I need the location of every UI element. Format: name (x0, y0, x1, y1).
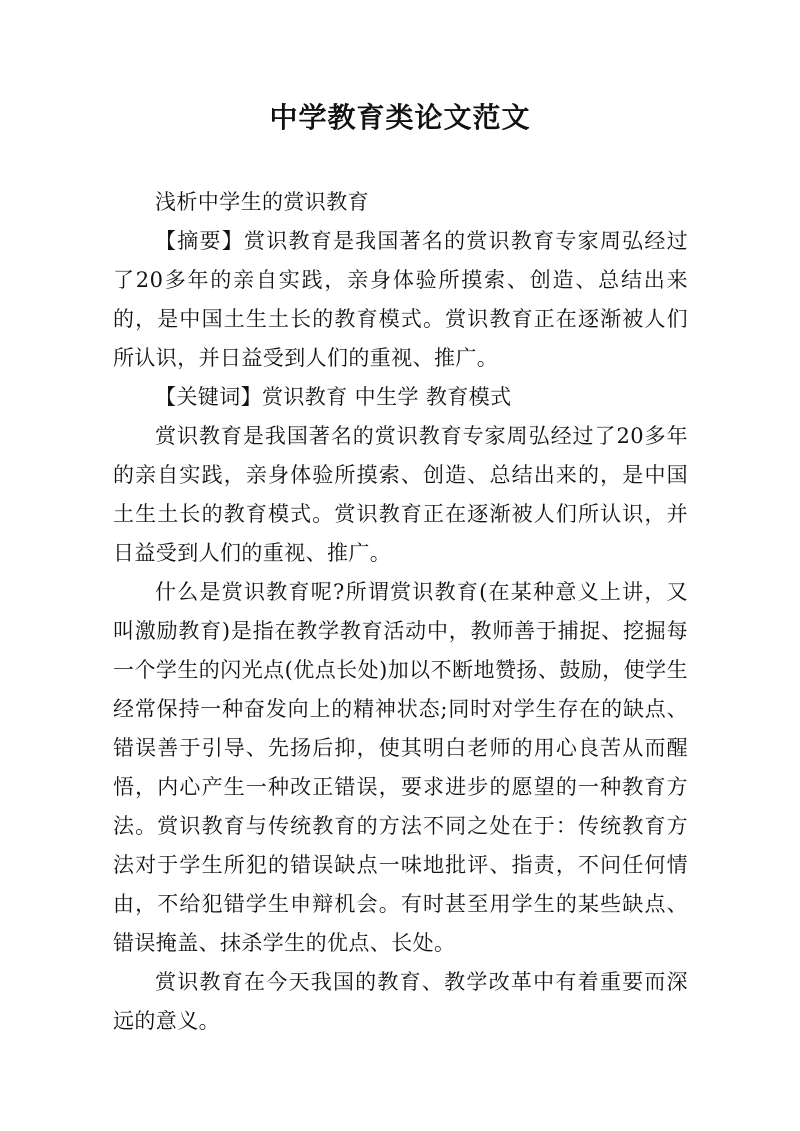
subtitle-paragraph: 浅析中学生的赏识教育 (155, 190, 369, 214)
document-title: 中学教育类论文范文 (269, 101, 531, 134)
body-paragraph: 赏识教育在今天我国的教育、教学改革中有着重要而深远的意义。 (113, 970, 688, 1033)
body-paragraph: 什么是赏识教育呢?所谓赏识教育(在某种意义上讲，又叫激励教育)是指在教学教育活动中，教师善于捕捉、挖掘每一个学生的闪光点(优点长处)加以不断地赞扬、鼓励，使学生经常保持一种奋发向上的精神状态;同时对学生存在的缺点、错误善于引导、先扬后抑，使其明白老师的用心良苦从而醒悟，内心产生一种改正错误，要求进步的愿望的一种教育方法。赏识教育与传统教育的方法不同之处在于：传统教育方法对于学生所犯的错误缺点一味地批评、指责，不问任何情由，不给犯错学生申辩机会。有时甚至用学生的某些缺点、错误掩盖、抹杀学生的优点、长处。 (113, 580, 688, 955)
keywords-paragraph: 【关键词】赏识教育 中生学 教育模式 (155, 385, 512, 409)
abstract-paragraph: 【摘要】赏识教育是我国著名的赏识教育专家周弘经过了20多年的亲自实践，亲身体验所摸索、创造、总结出来的，是中国土生土长的教育模式。赏识教育正在逐渐被人们所认识，并日益受到人们的重视、推广。 (113, 229, 688, 370)
body-paragraph: 赏识教育是我国著名的赏识教育专家周弘经过了20多年的亲自实践，亲身体验所摸索、创造、总结出来的，是中国土生土长的教育模式。赏识教育正在逐渐被人们所认识，并日益受到人们的重视、推广。 (113, 424, 688, 565)
document-body (113, 183, 688, 1041)
